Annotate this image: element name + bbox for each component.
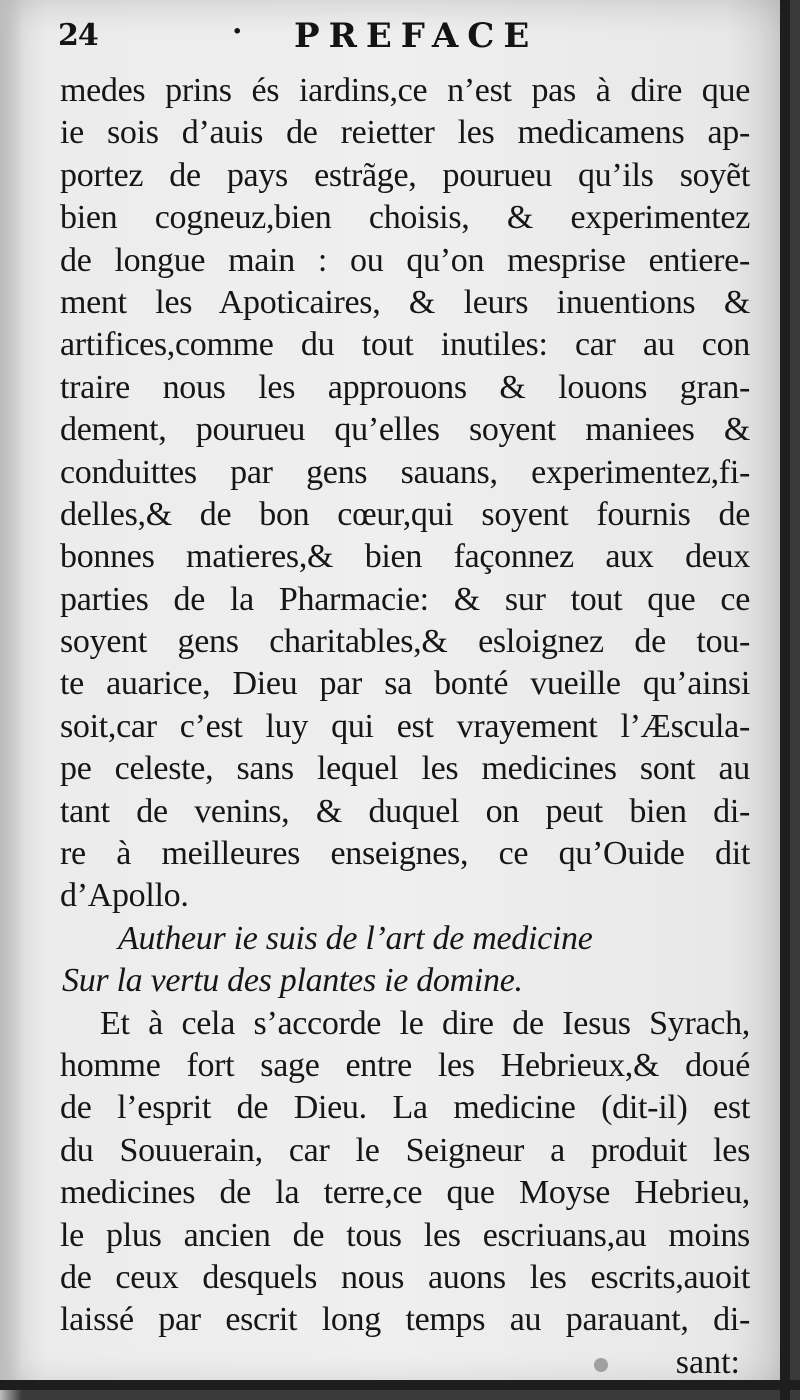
text-line: conduittes par gens sauans, experimentez,fi- [60, 453, 750, 491]
text-line: re à meilleures enseignes, ce qu’Ouide dit [60, 835, 750, 873]
catchword: sant: [675, 1344, 740, 1381]
page-gutter-shadow [0, 0, 22, 1400]
verse-line: Autheur ie suis de l’art de medicine [118, 919, 593, 957]
text-line: tant de venins, & duquel on peut bien di- [60, 792, 750, 830]
text-line: bonnes matieres,& bien façonnez aux deux [60, 538, 750, 576]
text-line: bien cogneuz,bien choisis, & experimentez [60, 199, 750, 237]
text-line: medicines de la terre,ce que Moyse Hebrieu, [60, 1174, 750, 1212]
text-line: ie sois d’auis de reietter les medicamens ap- [60, 114, 750, 152]
page-edge-right [780, 0, 790, 1400]
text-line: portez de pays estrãge, pourueu qu’ils soyẽt [60, 156, 750, 194]
text-line: delles,& de bon cœur,qui soyent fournis de [60, 495, 750, 533]
text-line: te auarice, Dieu par sa bonté vueille qu’ainsi [60, 665, 750, 703]
text-line: de l’esprit de Dieu. La medicine (dit-il) est [60, 1089, 750, 1127]
page-header [58, 14, 748, 58]
text-line: soyent gens charitables,& esloignez de tou- [60, 623, 750, 661]
text-line: homme fort sage entre les Hebrieux,& doué [60, 1046, 750, 1084]
text-line: traire nous les approuons & louons gran- [60, 368, 750, 406]
text-line: le plus ancien de tous les escriuans,au moins [60, 1216, 750, 1254]
page-footer [60, 1344, 740, 1388]
ink-dot-mark [594, 1358, 608, 1372]
text-line: d’Apollo. [60, 877, 189, 915]
text-line: medes prins és iardins,ce n’est pas à dire que [60, 72, 750, 109]
text-line: soit,car c’est luy qui est vrayement l’Æscula- [60, 707, 750, 745]
page-number: 24 [58, 18, 98, 53]
header-ornament-dot: · [232, 14, 243, 49]
text-line: de longue main : ou qu’on mesprise entiere- [60, 241, 750, 279]
text-line: laissé par escrit long temps au parauant, di- [60, 1301, 750, 1339]
text-line: Et à cela s’accorde le dire de Iesus Syrach, [100, 1004, 750, 1042]
text-line: du Souuerain, car le Seigneur a produit les [60, 1131, 750, 1169]
text-line: parties de la Pharmacie: & sur tout que ce [60, 580, 750, 618]
text-line: artifices,comme du tout inutiles: car au con [60, 326, 750, 364]
verse-line: Sur la vertu des plantes ie domine. [62, 962, 523, 1000]
text-line: ment les Apoticaires, & leurs inuentions & [60, 283, 750, 321]
text-line: dement, pourueu qu’elles soyent maniees & [60, 411, 750, 449]
running-head: PREFACE [294, 16, 539, 56]
text-line: de ceux desquels nous auons les escrits,auoit [60, 1258, 750, 1296]
text-line: pe celeste, sans lequel les medicines sont au [60, 750, 750, 788]
body-text [60, 70, 750, 1342]
